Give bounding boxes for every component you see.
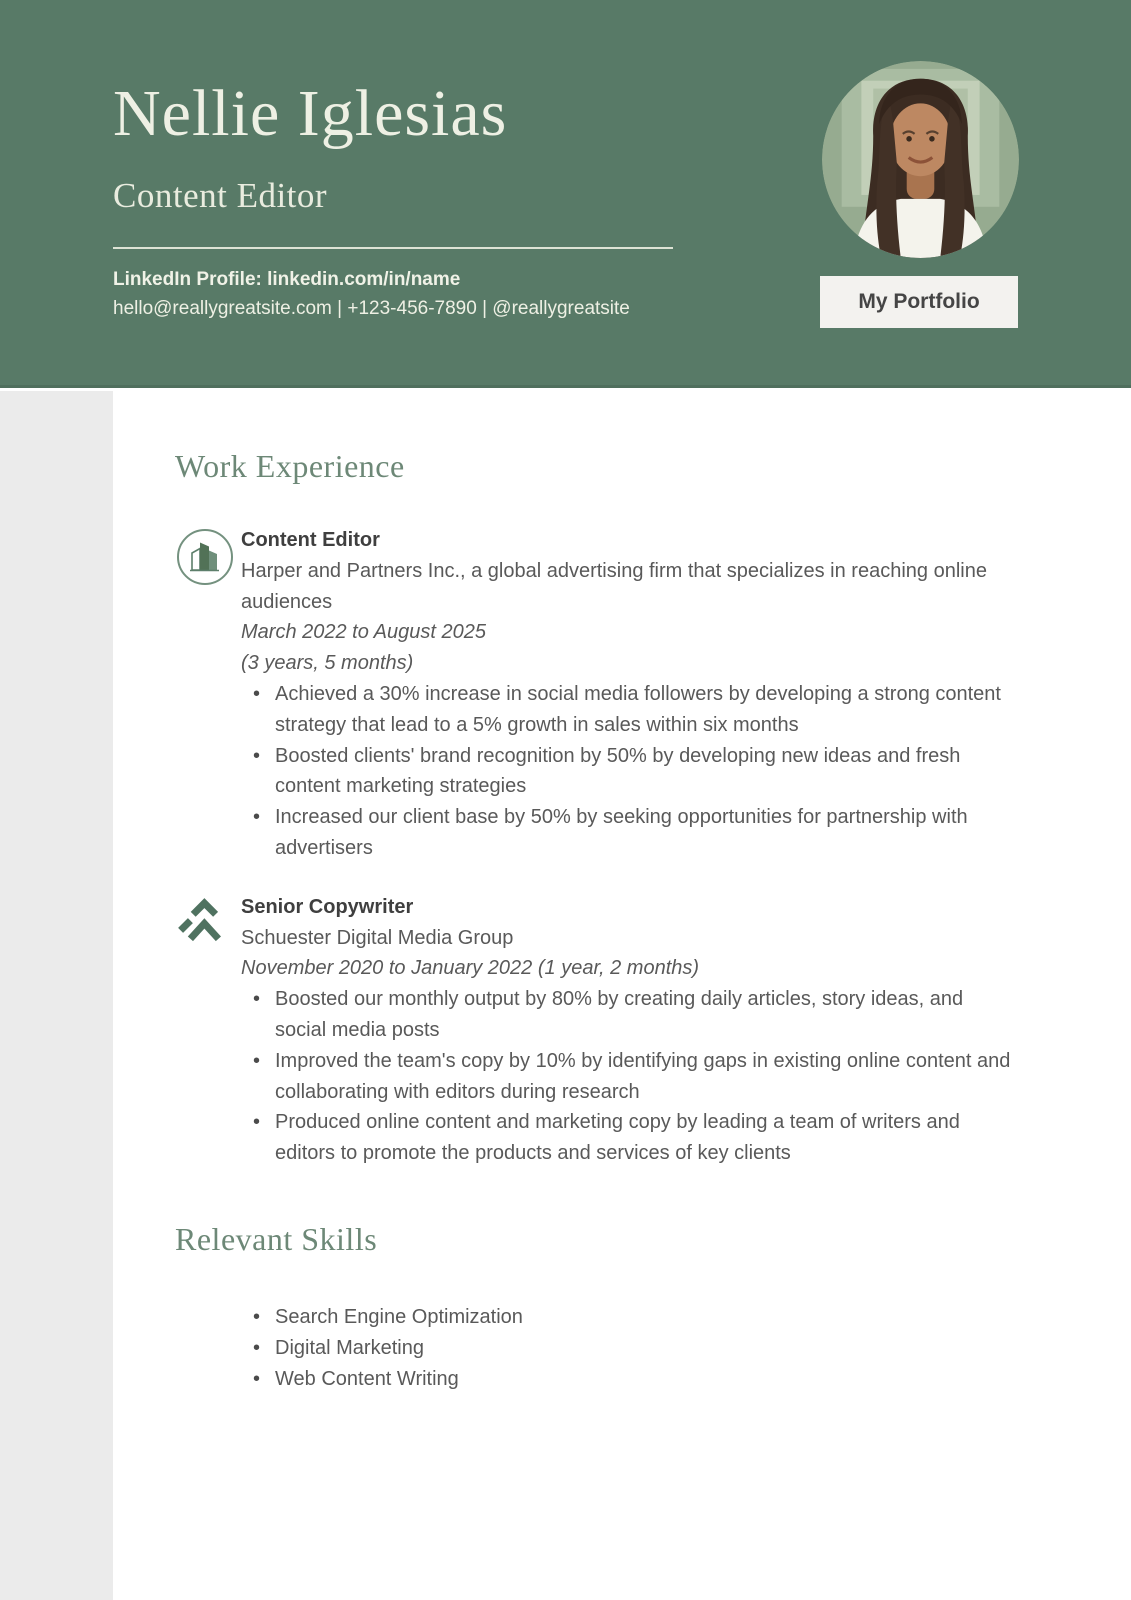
job-duration: (3 years, 5 months) xyxy=(241,652,414,675)
job-bullet: • Increased our client base by 50% by seeking opportunities for partnership with advertisers xyxy=(241,802,1019,864)
job-dates: November 2020 to January 2022 (1 year, 2 months) xyxy=(241,957,700,980)
profile-photo-illustration xyxy=(822,61,1019,258)
chevron-logo-icon xyxy=(175,892,241,1169)
skill-item: • Digital Marketing xyxy=(241,1333,1131,1364)
linkedin-profile-text: LinkedIn Profile: linkedin.com/in/name xyxy=(113,269,461,290)
header-divider xyxy=(113,247,673,249)
job-company: Schuester Digital Media Group xyxy=(241,926,514,949)
job-entry xyxy=(175,525,1131,864)
job-title: Senior Copywriter xyxy=(241,895,414,918)
job-bullet: • Improved the team's copy by 10% by identifying gaps in existing online content and collaborating with editors during research xyxy=(241,1046,1019,1108)
job-bullet: • Boosted our monthly output by 80% by creating daily articles, story ideas, and social media posts xyxy=(241,984,1019,1046)
my-portfolio-button[interactable]: My Portfolio xyxy=(820,276,1018,328)
section-heading-work-experience: Work Experience xyxy=(175,448,405,484)
left-margin-strip xyxy=(0,391,113,1600)
main-content xyxy=(113,391,1131,1395)
avatar xyxy=(822,61,1019,258)
job-bullet: • Achieved a 30% increase in social media followers by developing a strong content strategy that lead to a 5% growth in sales within six months xyxy=(241,679,1019,741)
section-heading-relevant-skills: Relevant Skills xyxy=(175,1220,378,1257)
skill-item: • Search Engine Optimization xyxy=(241,1302,1131,1333)
skill-item: • Web Content Writing xyxy=(241,1364,1131,1395)
job-bullet-list xyxy=(241,984,1019,1169)
job-company: Harper and Partners Inc., a global advertising firm that specializes in reaching online audiences xyxy=(241,559,987,613)
job-title-subtitle: Content Editor xyxy=(113,176,328,215)
job-bullet-list xyxy=(241,679,1019,864)
job-entry xyxy=(175,892,1131,1169)
job-bullet: • Boosted clients' brand recognition by 50% by developing new ideas and fresh content marketing strategies xyxy=(241,741,1019,803)
buildings-logo-icon xyxy=(175,525,241,864)
job-dates: March 2022 to August 2025 xyxy=(241,621,486,644)
job-title: Content Editor xyxy=(241,529,380,551)
header xyxy=(0,0,1131,388)
job-bullet: • Produced online content and marketing copy by leading a team of writers and editors to promote the products and services of key clients xyxy=(241,1107,1019,1169)
skills-list xyxy=(241,1302,1131,1395)
contact-info-text: hello@reallygreatsite.com | +123-456-7890 | @reallygreatsite xyxy=(113,298,630,319)
page-title: Nellie Iglesias xyxy=(113,77,508,150)
